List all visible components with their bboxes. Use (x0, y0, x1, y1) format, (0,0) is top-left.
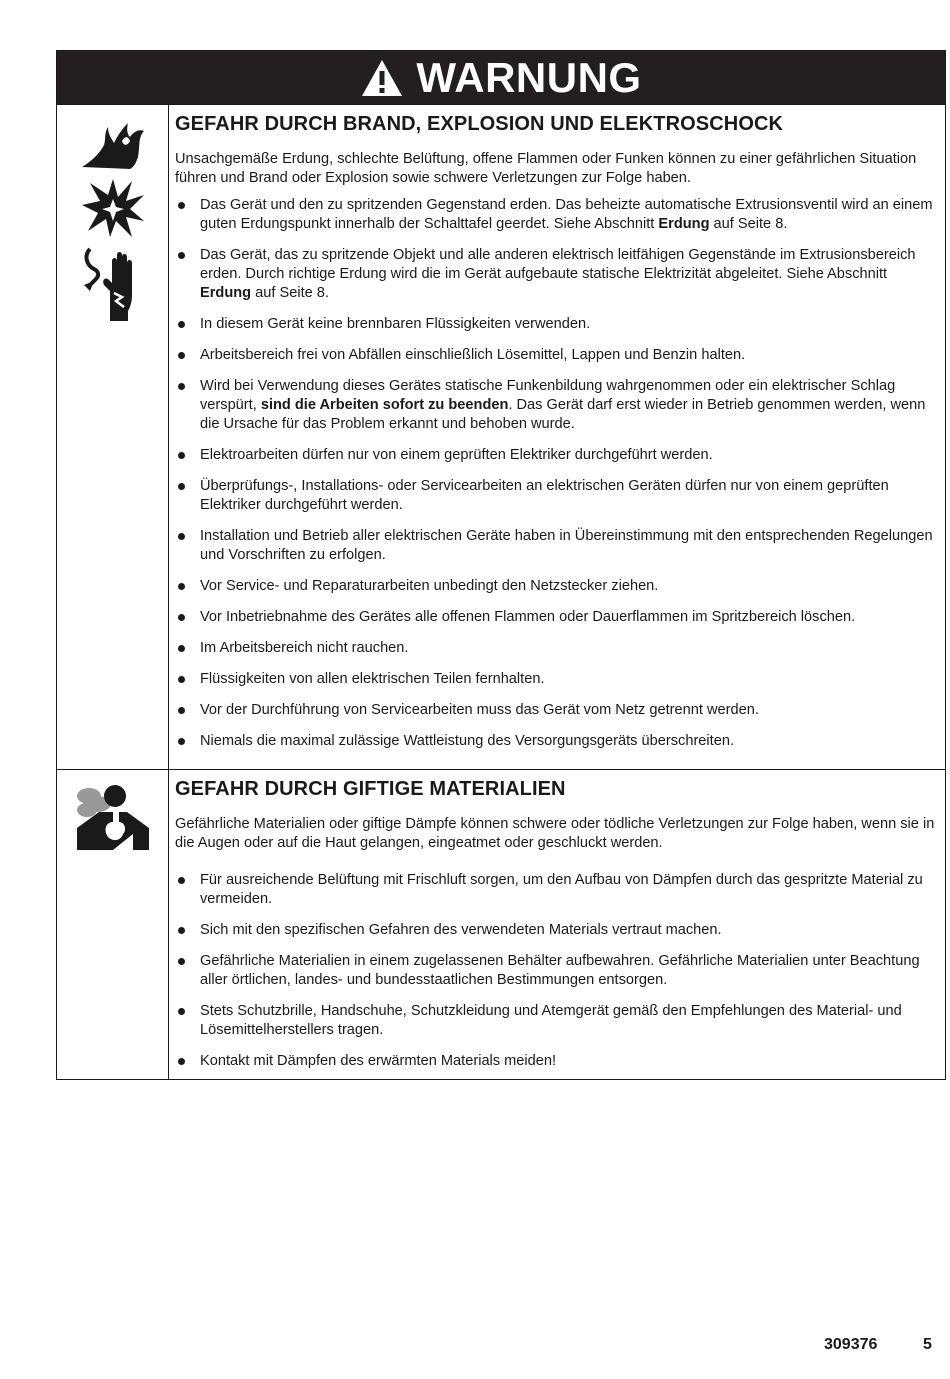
list-item: Flüssigkeiten von allen elektrischen Teilen fernhalten. (175, 670, 937, 689)
toxic-fumes-icon (75, 782, 151, 852)
warning-title: WARNUNG (416, 53, 642, 101)
list-item: Installation und Betrieb aller elektrischen Geräte haben in Übereinstimmung mit den entsprechenden Regelungen und Vorschriften zu erfolgen. (175, 527, 937, 565)
list-item: Kontakt mit Dämpfen des erwärmten Materials meiden! (175, 1052, 937, 1071)
list-item: Wird bei Verwendung dieses Gerätes statische Funkenbildung wahrgenommen oder ein elektrischer Schlag verspürt, sind die Arbeiten sofort zu beenden. Das Gerät darf erst wieder in Betrieb genommen werden, wenn die Ursache für das Problem erkannt und behoben wurde. (175, 377, 937, 434)
list-item: Elektroarbeiten dürfen nur von einem geprüften Elektriker durchgeführt werden. (175, 446, 937, 465)
warning-table (56, 50, 946, 1080)
list-item: Gefährliche Materialien in einem zugelassenen Behälter aufbewahren. Gefährliche Materialien unter Beachtung aller örtlichen, landes- und bundesstaatlichen Bestimmungen entsorgen. (175, 952, 937, 990)
section-intro: Unsachgemäße Erdung, schlechte Belüftung, offene Flammen oder Funken können zu einer gefährlichen Situation führen und Brand oder Explosion sowie schwere Verletzungen zur Folge haben. (175, 151, 917, 186)
section-intro: Gefährliche Materialien oder giftige Dämpfe können schwere oder tödliche Verletzungen zur Folge haben, wenn sie in die Augen oder auf die Haut gelangen, eingeatmet oder geschluckt werden. (175, 816, 935, 851)
list-item: Vor Inbetriebnahme des Gerätes alle offenen Flammen oder Dauerflammen im Spritzbereich löschen. (175, 608, 937, 627)
hazard-section-toxic (57, 769, 945, 1079)
hazard-icons (57, 770, 169, 1079)
fire-icon (78, 117, 148, 171)
section-heading: GEFAHR DURCH GIFTIGE MATERIALIEN (175, 778, 566, 800)
explosion-icon (80, 175, 146, 241)
list-item: Stets Schutzbrille, Handschuhe, Schutzkleidung und Atemgerät gemäß den Empfehlungen des Material- und Lösemittelherstellers tragen. (175, 1002, 937, 1040)
list-item: Vor Service- und Reparaturarbeiten unbedingt den Netzstecker ziehen. (175, 577, 937, 596)
list-item: Das Gerät, das zu spritzende Objekt und alle anderen elektrisch leitfähigen Gegenstände im Extrusionsbereich erden. Durch richtige Erdung wird die im Gerät aufgebaute statische Elektrizität abgeleitet. Siehe Abschnitt Erdung auf Seite 8. (175, 246, 937, 303)
warning-header (57, 51, 945, 104)
warning-triangle-icon (360, 58, 404, 98)
list-item: In diesem Gerät keine brennbaren Flüssigkeiten verwenden. (175, 315, 937, 334)
hazard-section-fire (57, 104, 945, 769)
page-number: 5 (923, 1336, 932, 1353)
list-item: Im Arbeitsbereich nicht rauchen. (175, 639, 937, 658)
electric-shock-icon (80, 245, 146, 325)
list-item: Niemals die maximal zulässige Wattleistung des Versorgungsgeräts überschreiten. (175, 732, 937, 751)
list-item: Überprüfungs-, Installations- oder Servicearbeiten an elektrischen Geräten dürfen nur von einem geprüften Elektriker durchgeführt werden. (175, 477, 937, 515)
hazard-icons (57, 105, 169, 769)
document-number: 309376 (824, 1336, 878, 1353)
list-item: Sich mit den spezifischen Gefahren des verwendeten Materials vertraut machen. (175, 921, 937, 940)
section-heading: GEFAHR DURCH BRAND, EXPLOSION UND ELEKTROSCHOCK (175, 113, 784, 135)
list-item: Für ausreichende Belüftung mit Frischluft sorgen, um den Aufbau von Dämpfen durch das gespritzte Material zu vermeiden. (175, 871, 937, 909)
bullet-list (175, 871, 937, 1071)
list-item: Das Gerät und den zu spritzenden Gegenstand erden. Das beheizte automatische Extrusionsventil wird an einem guten Erdungspunkt innerhalb der Schalttafel geerdet. Siehe Abschnitt Erdung auf Seite 8. (175, 196, 937, 234)
bullet-list (175, 196, 937, 751)
list-item: Arbeitsbereich frei von Abfällen einschließlich Lösemittel, Lappen und Benzin halten. (175, 346, 937, 365)
list-item: Vor der Durchführung von Servicearbeiten muss das Gerät vom Netz getrennt werden. (175, 701, 937, 720)
